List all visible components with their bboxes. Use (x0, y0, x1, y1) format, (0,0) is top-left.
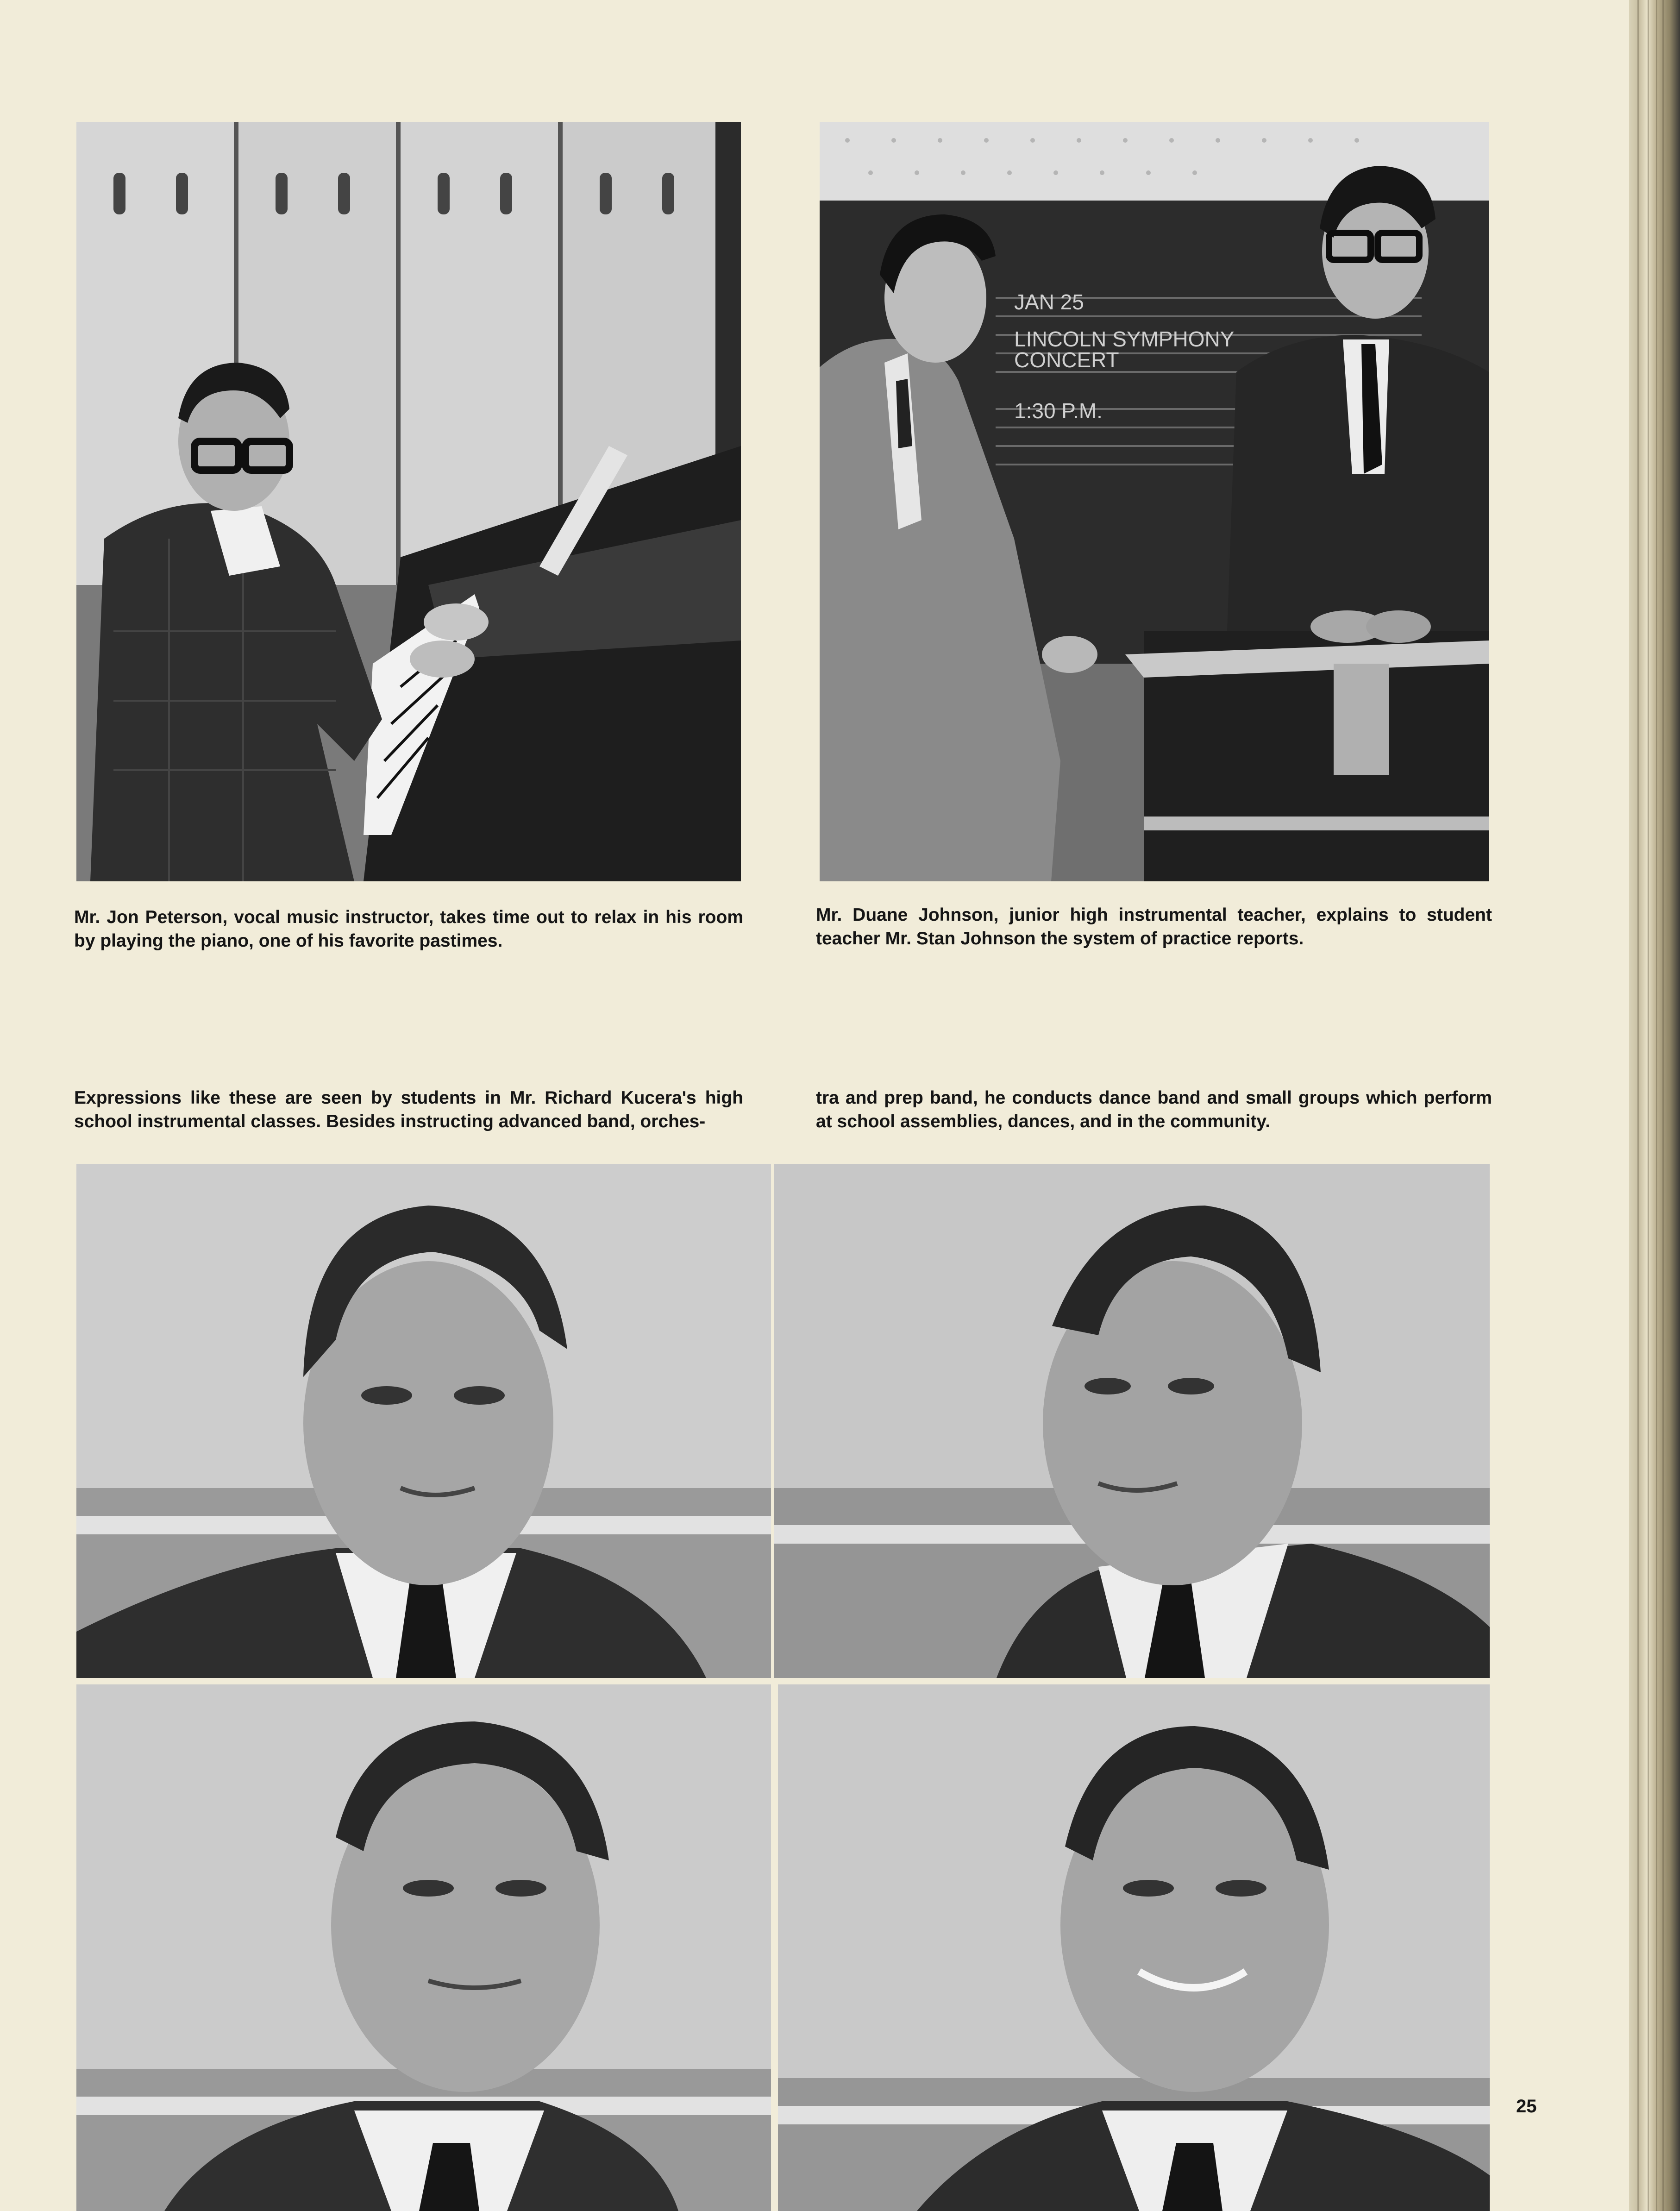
book-page-edge (1629, 0, 1680, 2211)
portrait-kucera-3 (76, 1684, 771, 2211)
photo-peterson-piano (76, 122, 741, 881)
chalk-text-concert: CONCERT (1014, 348, 1119, 372)
chalk-text-event: LINCOLN SYMPHONY (1014, 327, 1235, 351)
portrait-kucera-4 (778, 1684, 1490, 2211)
caption-johnson: Mr. Duane Johnson, junior high instrumental teacher, explains to student teacher Mr. Stan Johnson the system of practice reports. (816, 905, 1492, 948)
photo-johnson-blackboard (820, 122, 1489, 881)
chalk-text-time: 1:30 P.M. (1014, 399, 1103, 423)
caption-kucera-part-2: tra and prep band, he conducts dance band and small groups which perform at school assemblies, dances, and in the community. (816, 1088, 1492, 1131)
portrait-kucera-2 (774, 1164, 1490, 1678)
portrait-kucera-1 (76, 1164, 771, 1678)
caption-peterson: Mr. Jon Peterson, vocal music instructor, takes time out to relax in his room by playing the piano, one of his favorite pastimes. (74, 907, 743, 951)
page-number: 25 (1516, 2096, 1537, 2117)
chalk-text-date: JAN 25 (1014, 290, 1084, 314)
caption-kucera-part-1: Expressions like these are seen by students in Mr. Richard Kucera's high school instrumental classes. Besides instructing advanced band, orches- (74, 1088, 743, 1131)
